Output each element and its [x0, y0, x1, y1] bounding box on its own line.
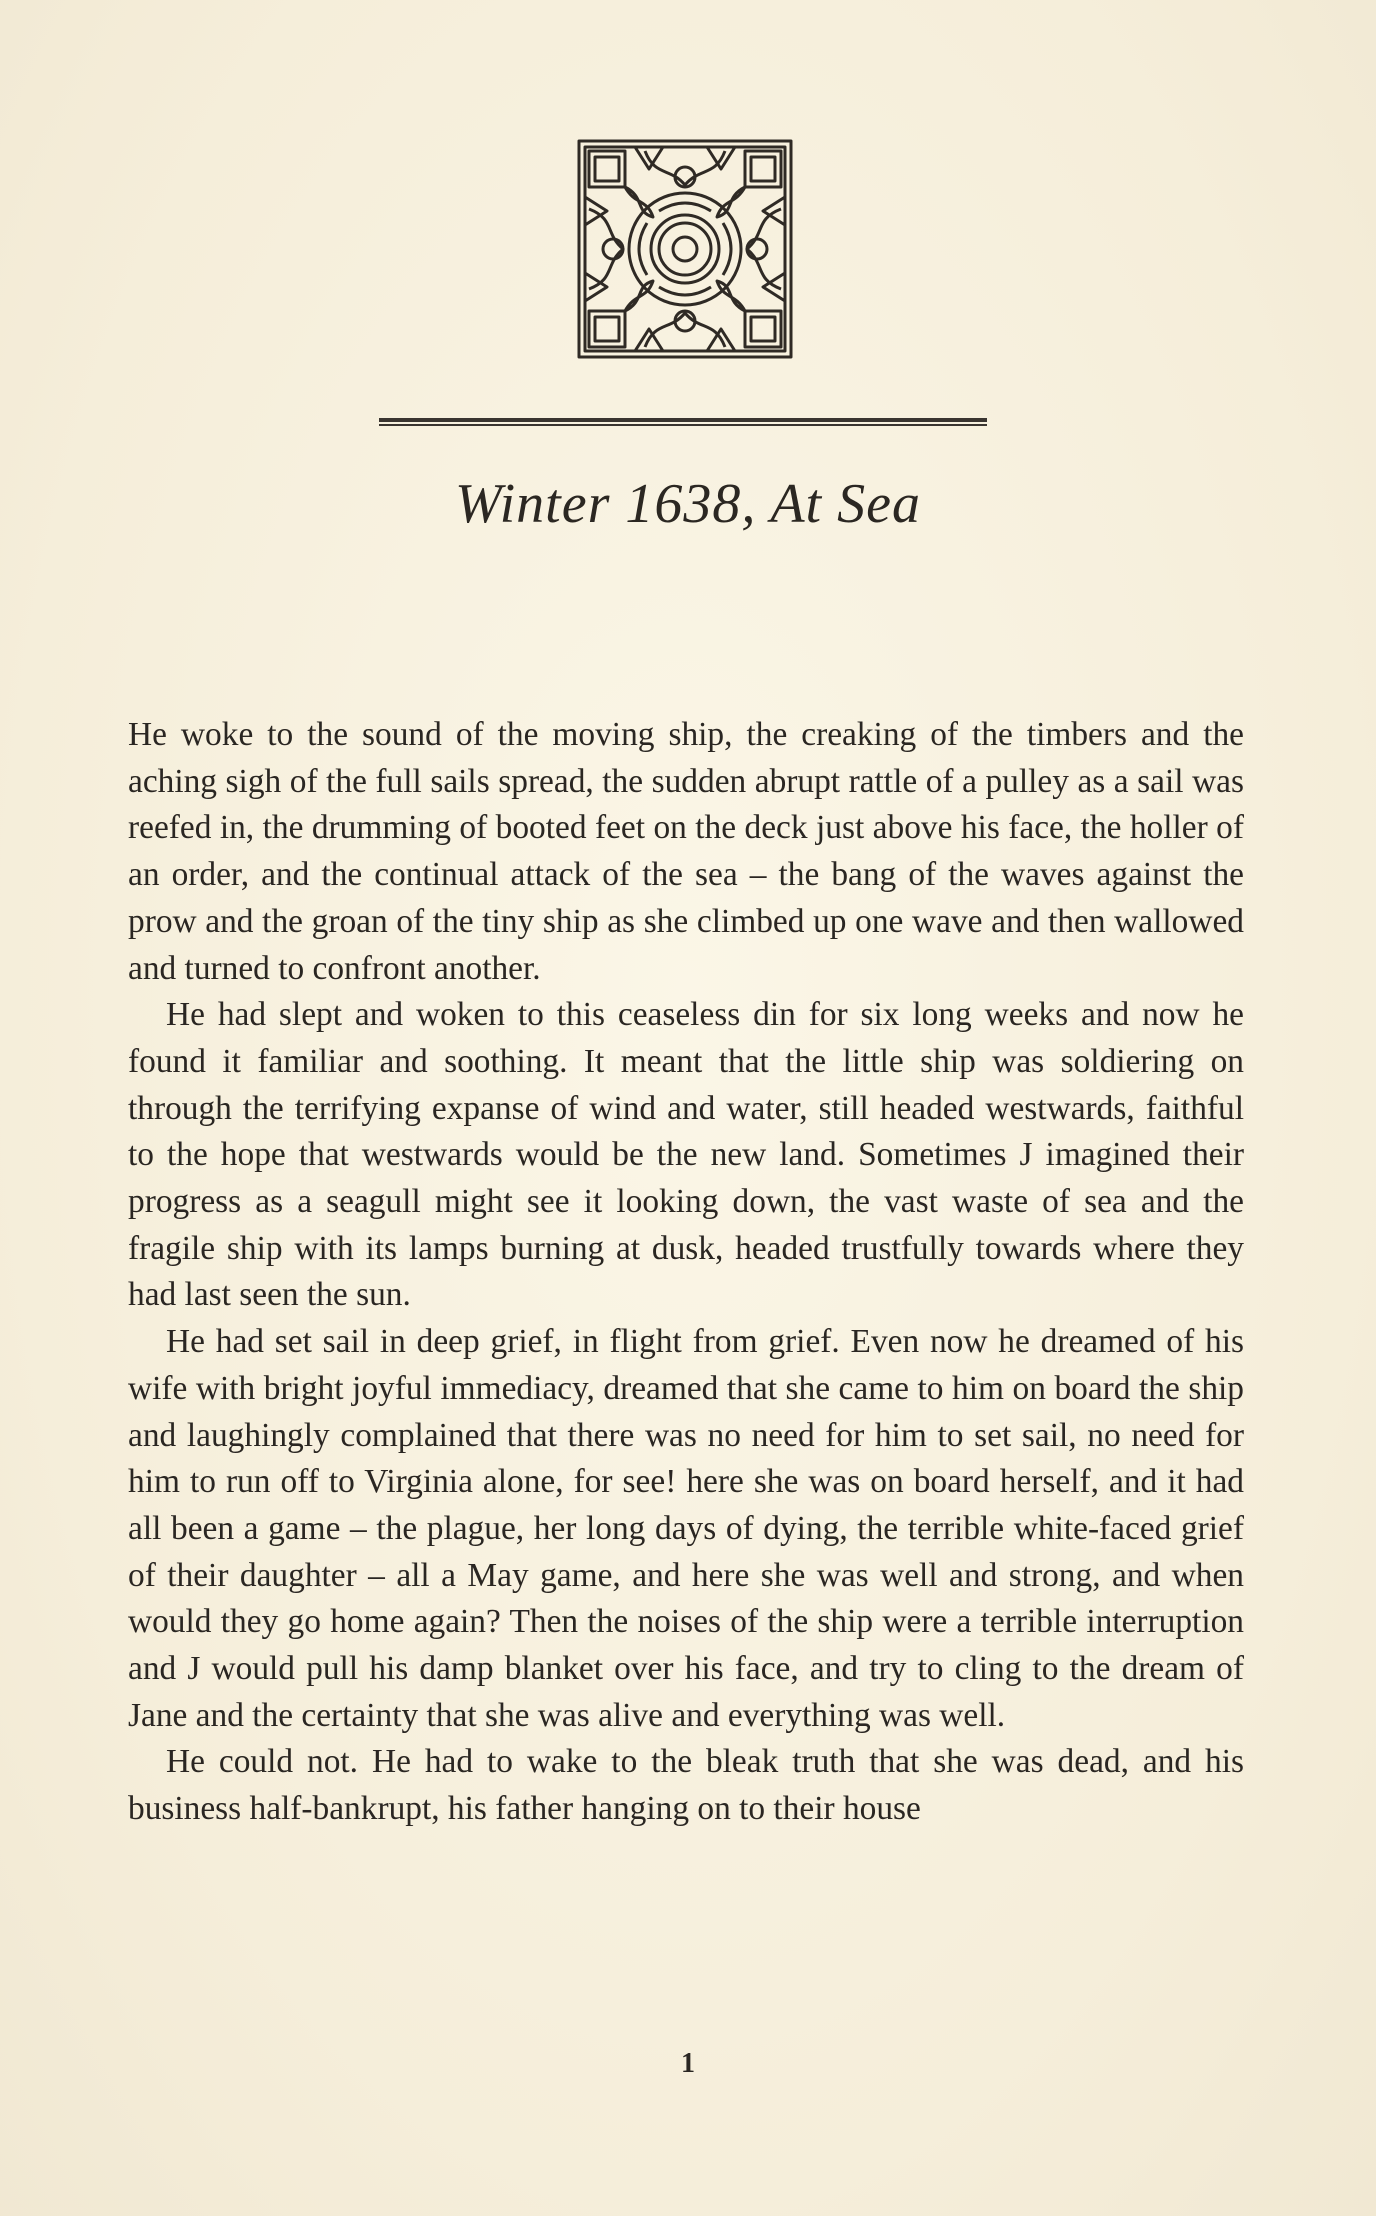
paragraph: He had set sail in deep grief, in flight from grief. Even now he dreamed of his wife with bright joyful immediacy, dreamed that she came to him on board the ship and laughingly complained that there was no need for him to set sail, no need for him to run off to Virginia alone, for see! here she was on board herself, and it had all been a game – the plague, her long days of dying, the terrible white-faced grief of their daughter – all a May game, and here she was well and strong, and when would they go home again? Then the noises of the ship were a terrible interruption and J would pull his damp blanket over his face, and try to cling to the dream of Jane and the certainty that she was alive and everything was well. [128, 1323, 1244, 1734]
rule-thin-line [379, 424, 987, 426]
body-text [128, 712, 1244, 1833]
rule-thick-line [379, 418, 987, 422]
chapter-title: Winter 1638, At Sea [455, 473, 921, 535]
paragraph: He could not. He had to wake to the bleak truth that she was dead, and his business half-bankrupt, his father hanging on to their house [128, 1743, 1244, 1828]
celtic-knot-ornament-icon [575, 137, 795, 361]
title-rule [379, 418, 987, 427]
paragraph: He woke to the sound of the moving ship, the creaking of the timbers and the aching sigh of the full sails spread, the sudden abrupt rattle of a pulley as a sail was reefed in, the drumming of booted feet on the deck just above his face, the holler of an order, and the continual attack of the sea – the bang of the waves against the prow and the groan of the tiny ship as she climbed up one wave and then wallowed and turned to confront another. [128, 716, 1244, 987]
paragraph: He had slept and woken to this ceaseless din for six long weeks and now he found it familiar and soothing. It meant that the little ship was soldiering on through the terrifying expanse of wind and water, still headed westwards, faithful to the hope that westwards would be the new land. Sometimes J imagined their progress as a seagull might see it looking down, the vast waste of sea and the fragile ship with its lamps burning at dusk, headed trustfully towards where they had last seen the sun. [128, 996, 1244, 1314]
page-number: 1 [681, 2048, 695, 2079]
